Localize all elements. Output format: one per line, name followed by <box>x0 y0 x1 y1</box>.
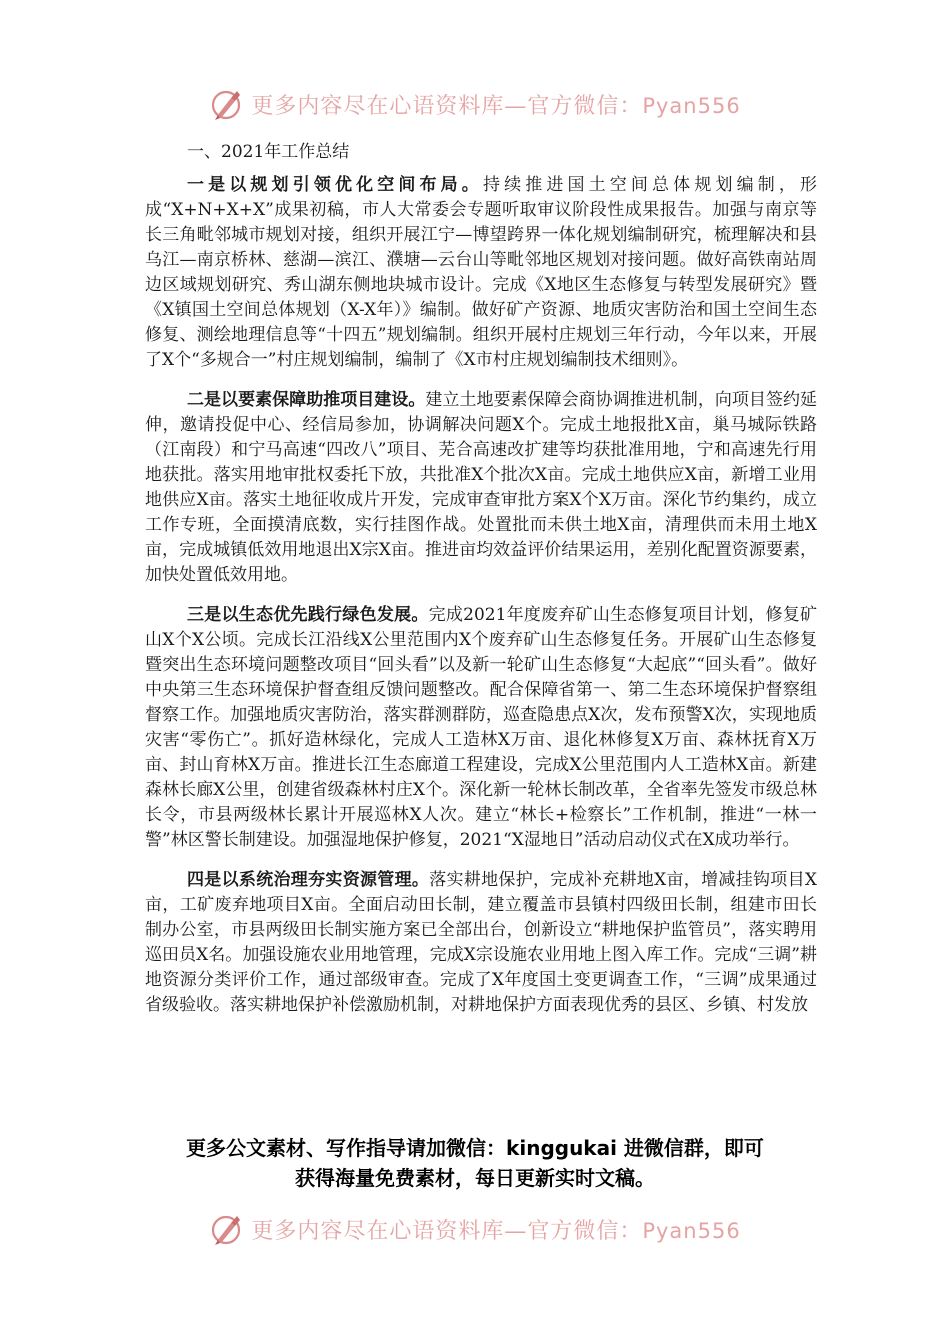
section-heading: 一、2021年工作总结 <box>187 142 350 162</box>
paragraph-4 <box>145 868 817 1018</box>
paragraph-3-body: 完成2021年度废弃矿山生态修复项目计划，修复矿山X个X公顷。完成长江沿线X公里范围内X个废弃矿山生态修复任务。开展矿山生态修复暨突出生态环境问题整改项目“回头看”以及新一轮矿山生态修复“大起底”“回头看”。做好中央第三生态环境保护督查组反馈问题整改。配合保障省第一、第二生态环境保护督察组督察工作。加强地质灾害防治，落实群测群防，巡查隐患点X次，发布预警X次，实现地质灾害“零伤亡”。抓好造林绿化，完成人工造林X万亩、退化林修复X万亩、森林抚育X万亩、封山育林X万亩。推进长江生态廊道工程建设，完成X公里范围内人工造林X亩。新建森林长廊X公里，创建省级森林村庄X个。深化新一轮林长制改革，全省率先签发市级总林长令，市县两级林长累计开展巡林X人次。建立“林长+检察长”工作机制，推进“一林一警”林区警长制建设。加强湿地保护修复，2021“X湿地日”活动启动仪式在X成功举行。 <box>145 605 818 850</box>
promo-banner <box>0 1133 950 1193</box>
document-body <box>145 140 817 1033</box>
promo-line-1: 更多公文素材、写作指导请加微信：kinggukai 进微信群，即可 <box>186 1136 764 1160</box>
watermark-header <box>0 84 950 124</box>
paragraph-1 <box>145 173 817 373</box>
pen-logo-icon <box>209 1211 245 1247</box>
paragraph-1-body: 持续推进国土空间总体规划编制，形成“X+N+X+X”成果初稿，市人大常委会专题听取审议阶段性成果报告。加强与南京等长三角毗邻城市规划对接，组织开展江宁—博望跨界一体化规划编制研究，梳理解决和县乌江—南京桥林、慈湖—滨江、濮塘—云台山等毗邻地区规划对接问题。做好高铁南站周边区域规划研究、秀山湖东侧地块城市设计。完成《X地区生态修复与转型发展研究》暨《X镇国土空间总体规划（X-X年）》编制。做好矿产资源、地质灾害防治和国土空间生态修复、测绘地理信息等“十四五”规划编制。组织开展村庄规划三年行动，今年以来，开展了X个“多规合一”村庄规划编制，编制了《X市村庄规划编制技术细则》。 <box>145 175 818 370</box>
watermark-text <box>251 1214 740 1245</box>
watermark-footer <box>0 1209 950 1249</box>
paragraph-3 <box>145 603 817 853</box>
paragraph-2 <box>145 388 817 588</box>
watermark-wechat-id: Pyan556 <box>642 1218 741 1243</box>
pen-logo-icon <box>209 86 245 122</box>
promo-line-2: 获得海量免费素材，每日更新实时文稿。 <box>295 1166 655 1190</box>
watermark-label: 更多内容尽在心语资料库—官方微信： <box>251 1218 643 1244</box>
paragraph-3-lead: 三是以生态优先践行绿色发展。 <box>187 605 429 625</box>
watermark-label: 更多内容尽在心语资料库—官方微信： <box>251 93 643 119</box>
watermark-wechat-id: Pyan556 <box>642 93 741 118</box>
watermark-text <box>251 89 740 120</box>
paragraph-4-lead: 四是以系统治理夯实资源管理。 <box>187 870 430 890</box>
paragraph-2-body: 建立土地要素保障会商协调推进机制，向项目签约延伸，邀请投促中心、经信局参加，协调解决问题X个。完成土地报批X亩，巢马城际铁路（江南段）和宁马高速“四改八”项目、芜合高速改扩建等均获批准用地，宁和高速先行用地获批。落实用地审批权委托下放，共批准X个批次X亩。完成土地供应X亩，新增工业用地供应X亩。落实土地征收成片开发，完成审查审批方案X个X万亩。深化节约集约，成立工作专班，全面摸清底数，实行挂图作战。处置批而未供土地X亩，清理供而未用土地X亩，完成城镇低效用地退出X宗X亩。推进亩均效益评价结果运用，差别化配置资源要素，加快处置低效用地。 <box>145 390 818 585</box>
paragraph-1-lead: 一是以规划引领优化空间布局。 <box>187 175 483 195</box>
paragraph-2-lead: 二是以要素保障助推项目建设。 <box>187 390 426 410</box>
paragraph-4-body: 落实耕地保护，完成补充耕地X亩，增减挂钩项目X亩，工矿废弃地项目X亩。全面启动田长制，建立覆盖市县镇村四级田长制，组建市田长制办公室，市县两级田长制实施方案已全部出台，创新设立“耕地保护监管员”，落实聘用巡田员X名。加强设施农业用地管理，完成X宗设施农业用地上图入库工作。完成“三调”耕地资源分类评价工作，通过部级审查。完成了X年度国土变更调查工作，“三调”成果通过省级验收。落实耕地保护补偿激励机制，对耕地保护方面表现优秀的县区、乡镇、村发放 <box>145 870 817 1015</box>
